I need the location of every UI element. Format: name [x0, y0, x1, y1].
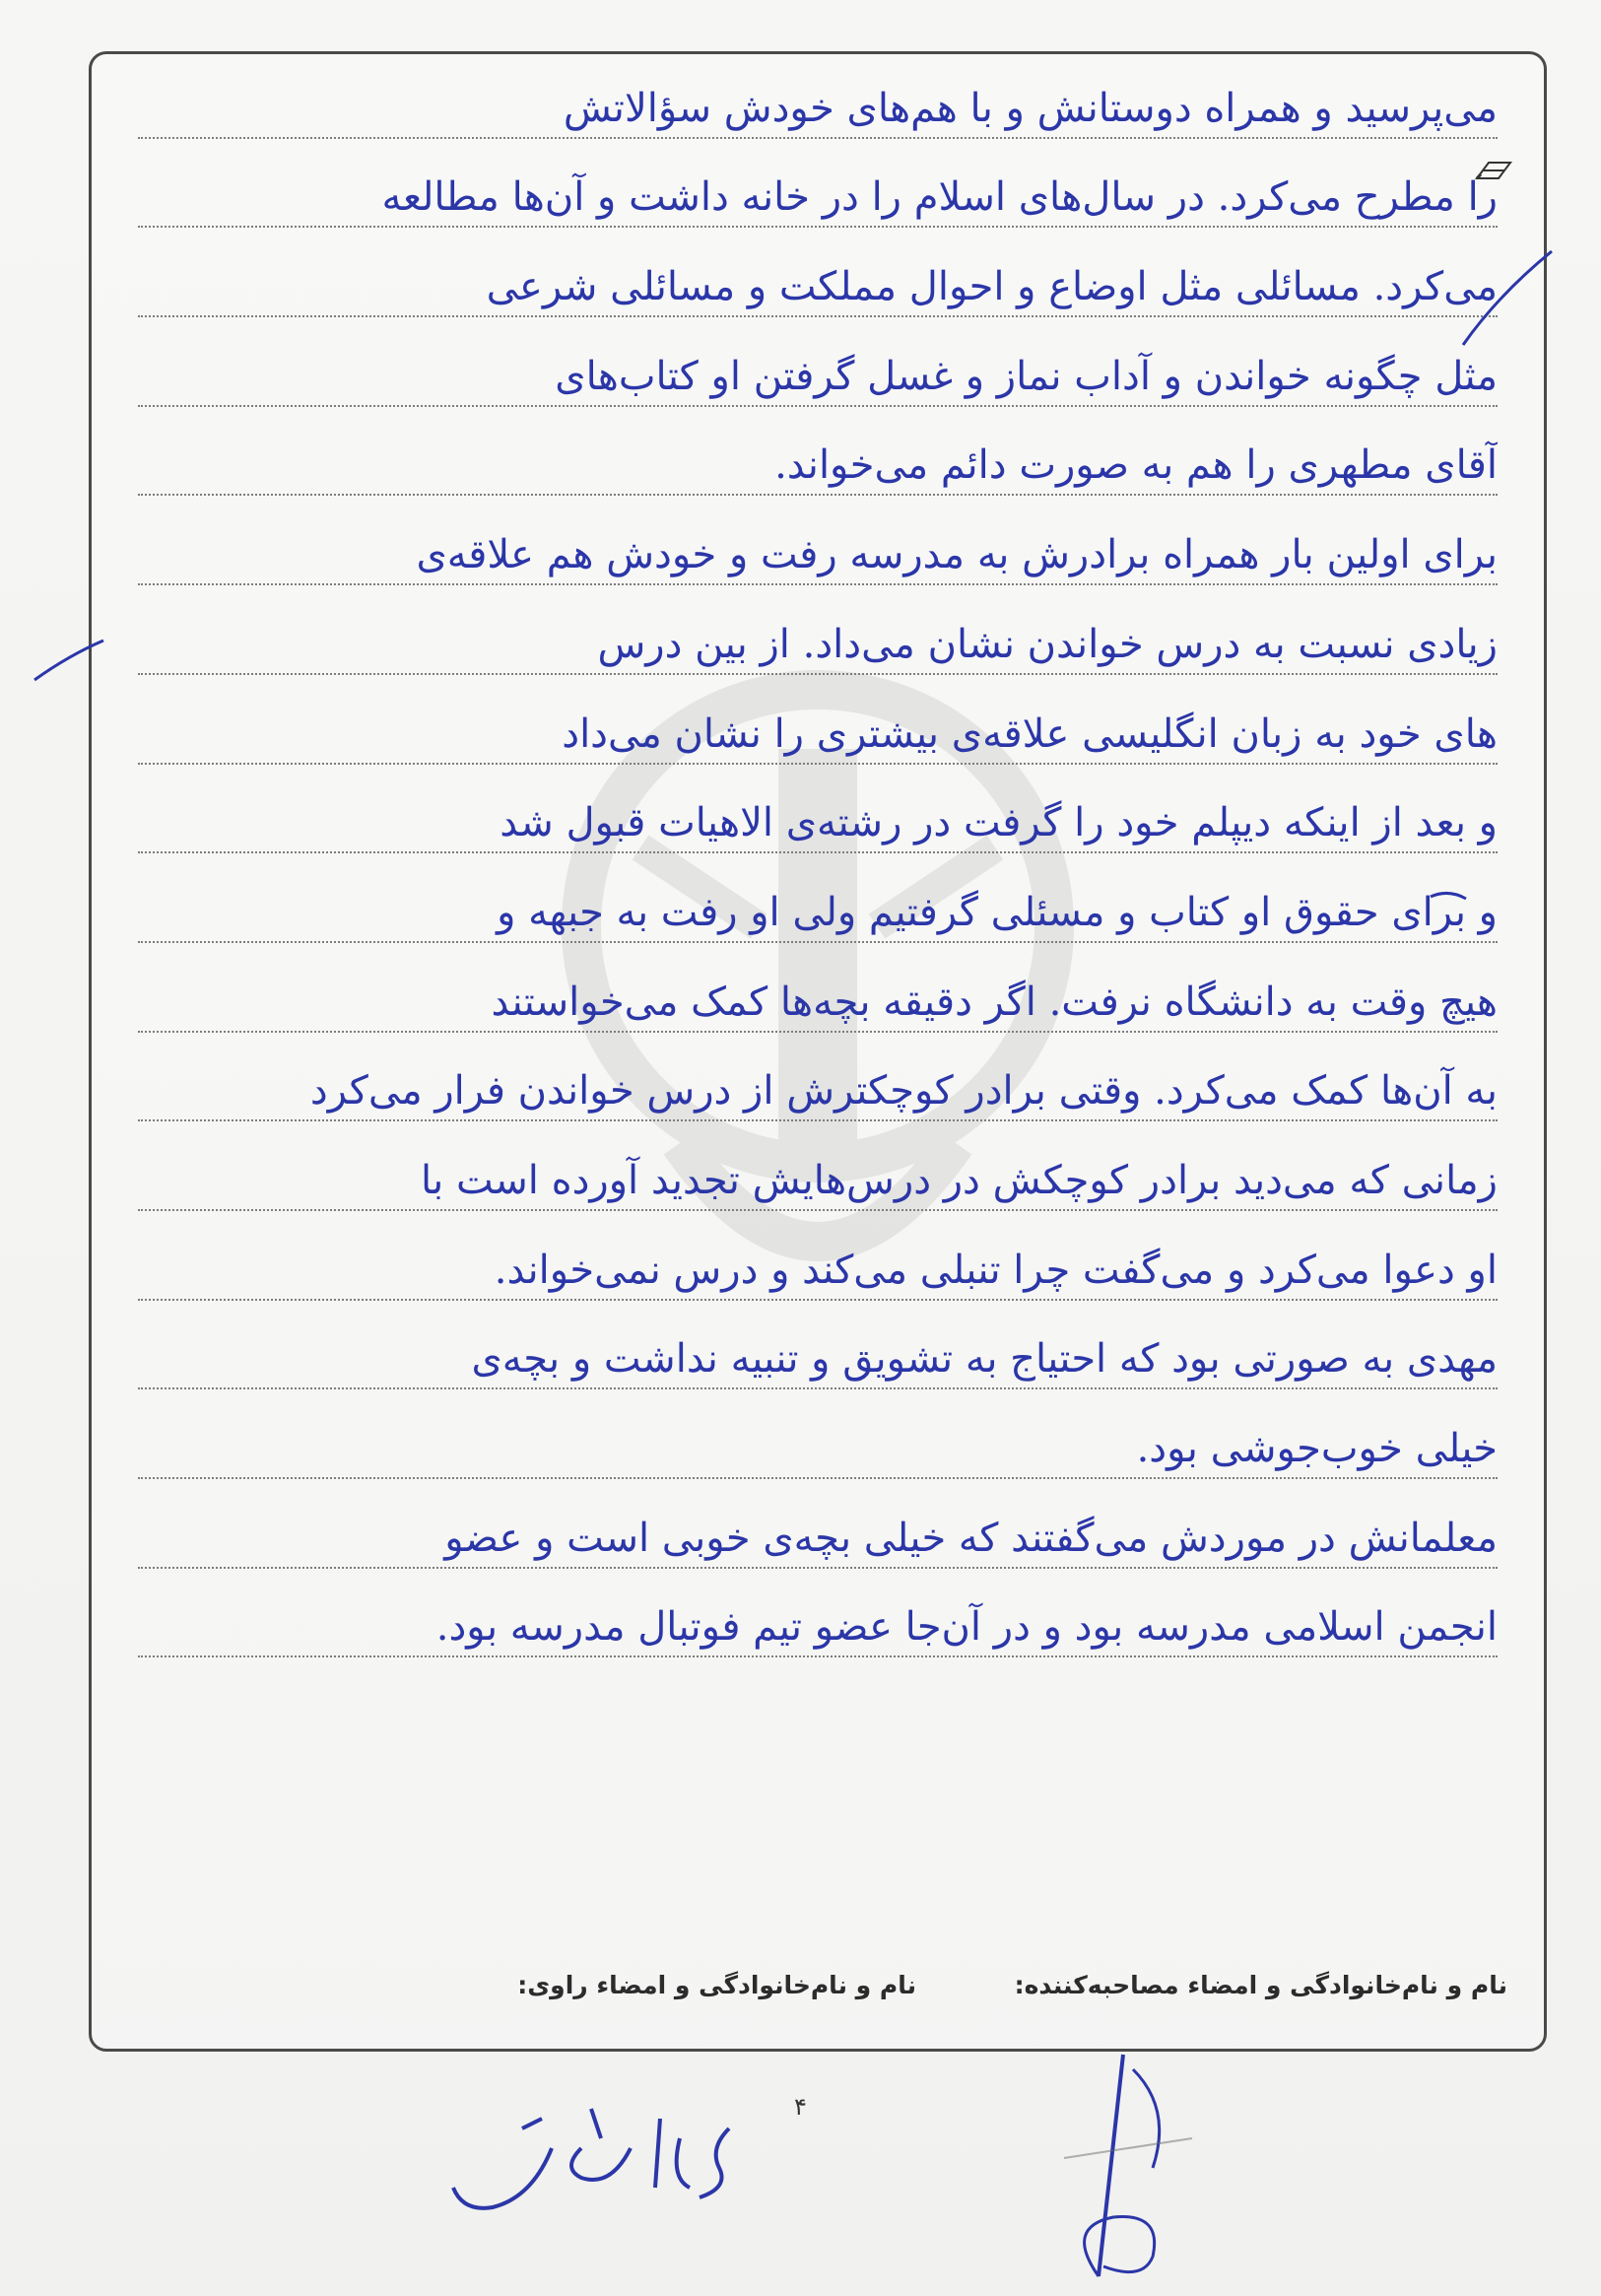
margin-stroke-icon [1429, 887, 1468, 907]
handwritten-text-block [138, 59, 1498, 1667]
text-line: و بعد از اینکه دیپلم خود را گرفت در رشته‌ی الاهیات قبول شد [138, 775, 1498, 864]
text-line: مثل چگونه خواندن و آداب نماز و غسل گرفتن او کتاب‌های [138, 327, 1498, 417]
narrator-signature-label: نام و نام‌خانوادگی و امضاء راوی: [517, 1971, 916, 1999]
text-line: می‌پرسید و همراه دوستانش و با هم‌های خودش سؤالاتش [138, 59, 1498, 149]
text-line: هیچ وقت به دانشگاه نرفت. اگر دقیقه بچه‌ها کمک می‌خواستند [138, 953, 1498, 1043]
text-line: و برای حقوق او کتاب و مسئلی گرفتیم ولی او رفت به جبهه و [138, 863, 1498, 953]
text-line: به آن‌ها کمک می‌کرد. وقتی برادر کوچکترش از درس خواندن فرار می‌کرد [138, 1043, 1498, 1132]
text-line: برای اولین بار همراه برادرش به مدرسه رفت و خودش هم علاقه‌ی [138, 506, 1498, 595]
margin-stroke-icon [30, 631, 108, 690]
text-line: معلمانش در موردش می‌گفتند که خیلی بچه‌ی خوبی است و عضو [138, 1489, 1498, 1579]
text-line: او دعوا می‌کرد و می‌گفت چرا تنبلی می‌کند و درس نمی‌خواند. [138, 1221, 1498, 1311]
page-number: ۴ [794, 2093, 807, 2121]
text-line: خیلی خوب‌جوشی بود. [138, 1399, 1498, 1489]
signature-labels [108, 1961, 1527, 2010]
text-line: انجمن اسلامی مدرسه بود و در آن‌جا عضو تیم فوتبال مدرسه بود. [138, 1579, 1498, 1668]
interviewer-signature-icon [1005, 2050, 1222, 2286]
text-line: زمانی که می‌دید برادر کوچکش در درس‌هایش تجدید آورده است با [138, 1131, 1498, 1221]
text-line: را مطرح می‌کرد. در سال‌های اسلام را در خانه داشت و آن‌ها مطالعه [138, 149, 1498, 238]
text-line: های خود به زبان انگلیسی علاقه‌ی بیشتری را نشان می‌داد [138, 685, 1498, 775]
text-line: می‌کرد. مسائلی مثل اوضاع و احوال مملکت و مسائلی شرعی [138, 237, 1498, 327]
margin-stroke-icon [1458, 246, 1557, 355]
interviewer-signature-label: نام و نام‌خانوادگی و امضاء مصاحبه‌کننده: [1014, 1971, 1507, 1999]
text-line: آقای مطهری را هم به صورت دائم می‌خواند. [138, 417, 1498, 506]
narrator-signature-icon [434, 2089, 768, 2237]
text-line: مهدی به صورتی بود که احتیاج به تشویق و تنبیه نداشت و بچه‌ی [138, 1311, 1498, 1400]
text-line: زیادی نسبت به درس خواندن نشان می‌داد. از بین درس [138, 595, 1498, 685]
